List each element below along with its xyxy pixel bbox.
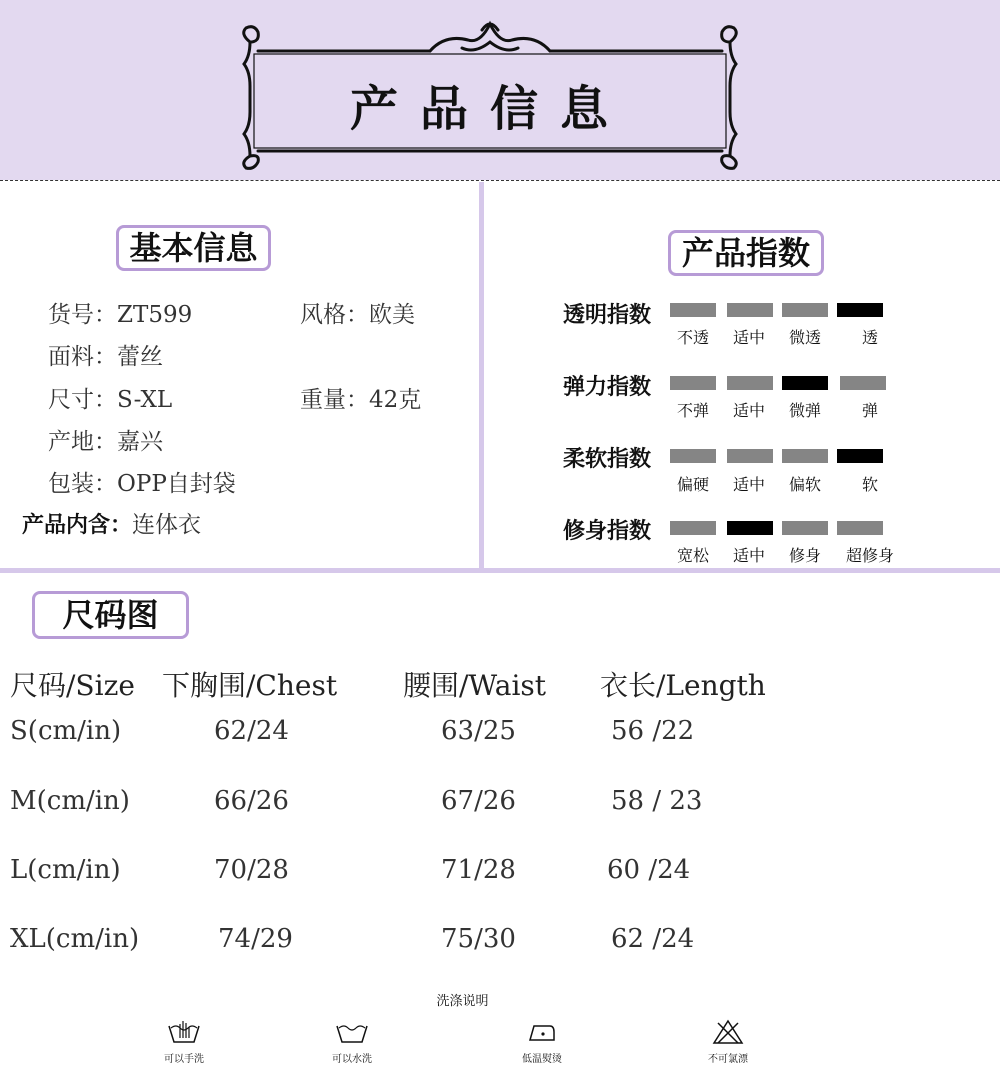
index-bar [670,376,716,390]
index-bar [727,521,773,535]
wash-label: 不可氯漂 [708,1054,748,1065]
index-bar [840,376,886,390]
wash-item-low-iron [492,1018,592,1065]
size-cell: 74/29 [218,924,293,954]
size-cell: 56 /22 [611,716,695,746]
index-option: 适中 [732,401,765,420]
item-number: 货号：ZT599 [48,302,193,328]
product-index-title: 产品指数 [668,230,824,276]
index-option: 偏硬 [676,475,709,494]
index-label-elasticity: 弹力指数 [563,375,652,400]
index-option: 不弹 [676,401,709,420]
index-bar [837,303,883,317]
size-cell: 62 /24 [611,924,695,954]
wash-item-hand-wash [134,1018,234,1065]
contents [22,506,201,539]
size-cell: 70/28 [214,855,289,885]
wash-label: 可以手洗 [164,1054,204,1065]
hand-wash-icon [166,1018,202,1046]
index-bar [727,303,773,317]
basic-info-title: 基本信息 [116,225,271,271]
contents-value: 连体衣 [132,512,202,538]
size-cell: 58 / 23 [611,786,703,816]
size-header-length: 衣长/Length [600,669,766,702]
size-cell: 67/26 [441,786,516,816]
index-option: 适中 [732,546,765,565]
washing-title: 洗涤说明 [436,994,489,1009]
low-iron-icon [524,1018,560,1046]
index-bar [727,376,773,390]
index-label-fit: 修身指数 [563,519,652,544]
fabric: 面料：蕾丝 [48,344,163,370]
index-bar [782,521,828,535]
index-bar [837,521,883,535]
weight: 重量：42克 [300,387,422,413]
size-cell: 63/25 [441,716,516,746]
size-range: 尺寸：S-XL [48,387,173,413]
index-bar [670,303,716,317]
index-bar [670,521,716,535]
index-bar [782,449,828,463]
index-bar [727,449,773,463]
machine-wash-icon [334,1018,370,1046]
wash-item-no-bleach [678,1018,778,1065]
wash-item-machine-wash [302,1018,402,1065]
size-header-chest: 下胸围/Chest [162,669,338,702]
section-divider-vertical [479,182,484,570]
index-bar [837,449,883,463]
header-divider [0,180,1000,181]
index-option: 透 [861,328,878,347]
size-cell: 75/30 [441,924,516,954]
index-option: 微弹 [788,401,821,420]
index-option: 微透 [788,328,821,347]
style: 风格：欧美 [300,302,415,328]
contents-label: 产品内含： [22,513,133,538]
index-option: 不透 [676,328,709,347]
origin: 产地：嘉兴 [48,429,163,455]
index-option: 软 [861,475,878,494]
index-option: 修身 [788,546,821,565]
packaging: 包装：OPP自封袋 [48,471,236,497]
size-cell: 66/26 [214,786,289,816]
index-option: 超修身 [845,546,894,565]
index-option: 适中 [732,475,765,494]
index-option: 适中 [732,328,765,347]
index-bar [782,303,828,317]
no-bleach-icon [710,1018,746,1046]
wash-label: 低温熨烫 [522,1054,562,1065]
section-divider-horizontal [0,568,1000,573]
index-label-softness: 柔软指数 [563,447,652,472]
size-chart-title: 尺码图 [32,591,189,639]
size-cell: L(cm/in) [10,855,121,885]
index-label-transparency: 透明指数 [563,303,652,328]
size-header-size: 尺码/Size [10,669,135,702]
index-option: 偏软 [788,475,821,494]
size-cell: 60 /24 [607,855,691,885]
size-cell: 62/24 [214,716,289,746]
page-title: 产品信息 [349,81,630,137]
size-header-waist: 腰围/Waist [403,669,547,702]
index-option: 宽松 [676,546,709,565]
size-cell: 71/28 [441,855,516,885]
size-cell: M(cm/in) [10,786,130,816]
index-option: 弹 [861,401,878,420]
size-cell: S(cm/in) [10,716,122,746]
index-bar [782,376,828,390]
index-bar [670,449,716,463]
wash-label: 可以水洗 [332,1054,372,1065]
size-cell: XL(cm/in) [10,924,140,954]
